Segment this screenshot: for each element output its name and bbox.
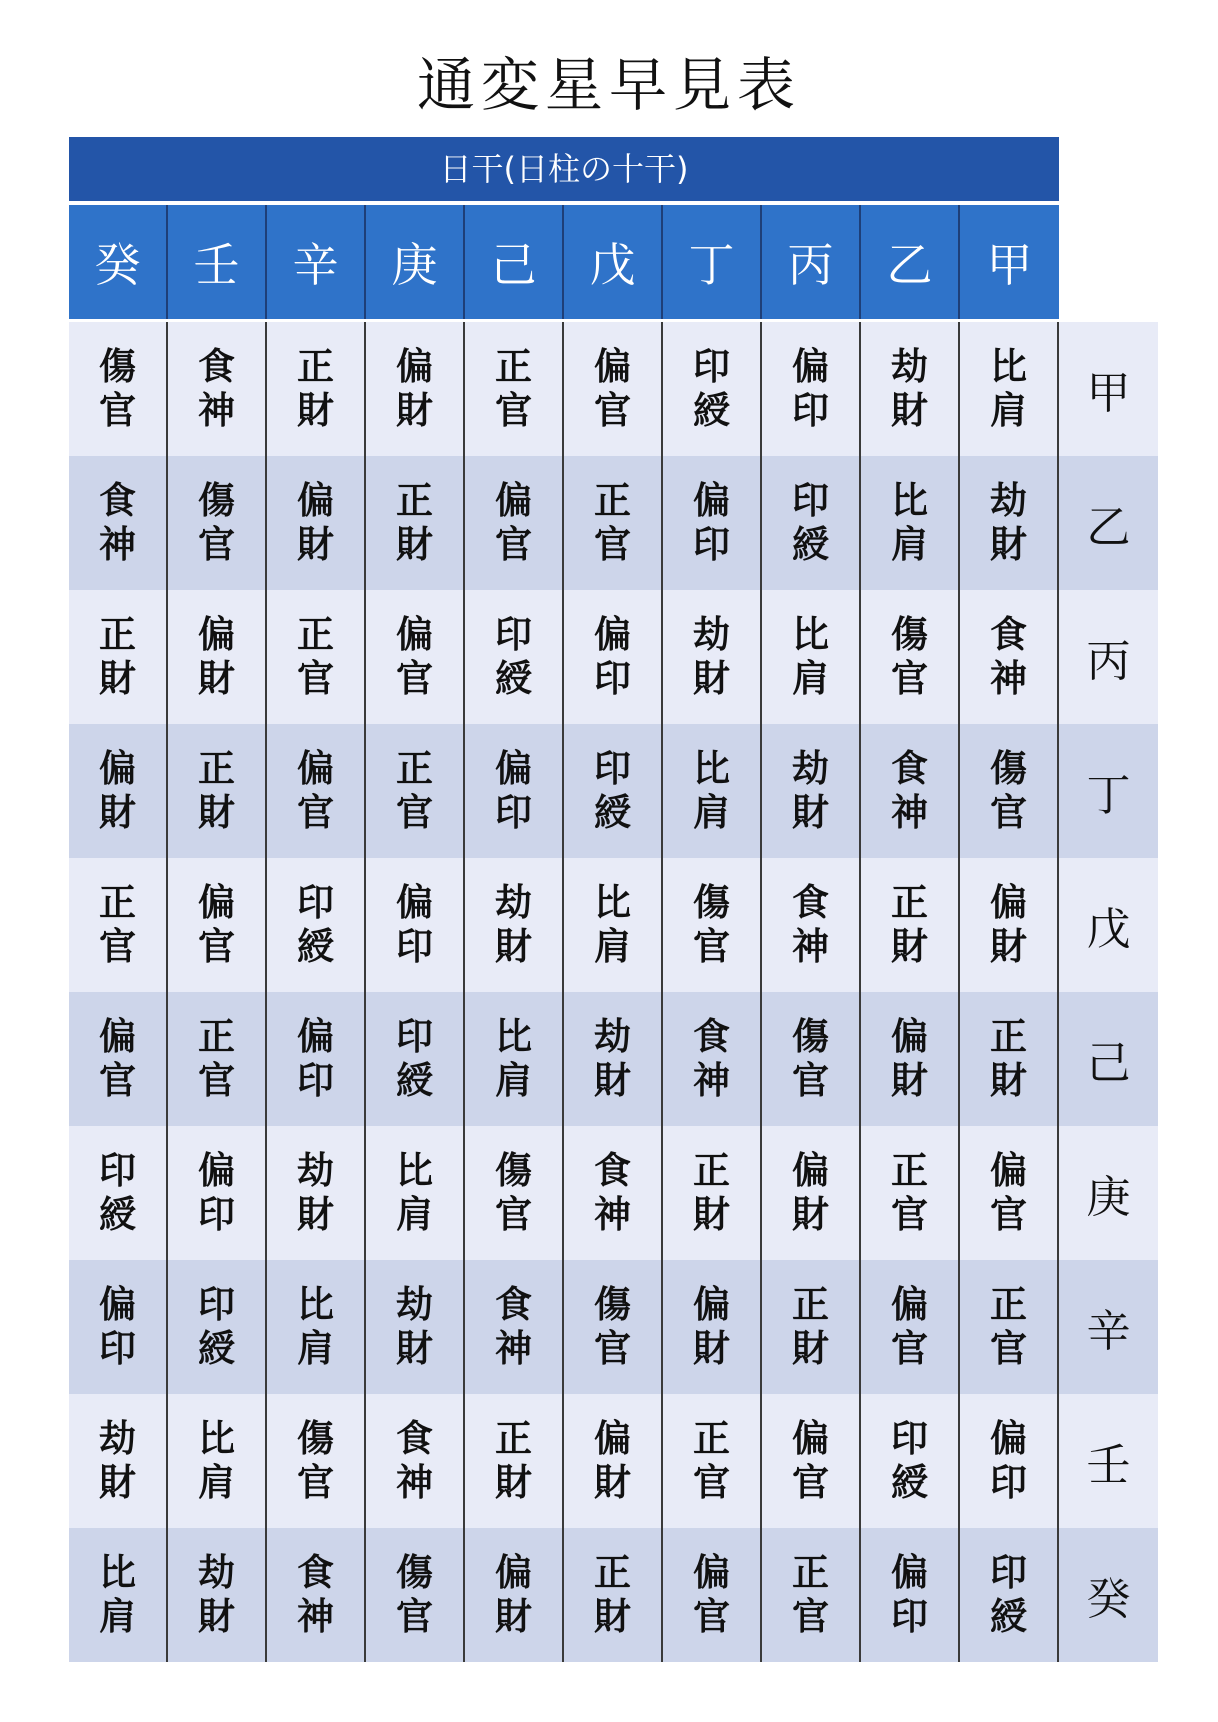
table-row <box>69 1528 1158 1662</box>
table-cell: 偏 財 <box>762 1126 861 1260</box>
table-cell: 印 綬 <box>168 1260 267 1394</box>
table-cell: 偏 官 <box>69 992 168 1126</box>
column-header: 癸 <box>69 205 168 319</box>
table-cell: 偏 印 <box>762 322 861 456</box>
table-cell: 正 官 <box>564 456 663 590</box>
table-cell: 印 綬 <box>960 1528 1059 1662</box>
table-cell: 偏 官 <box>267 724 366 858</box>
table-cell: 偏 財 <box>168 590 267 724</box>
table-cell: 食 神 <box>960 590 1059 724</box>
table-cell: 正 官 <box>762 1528 861 1662</box>
column-header: 丙 <box>762 205 861 319</box>
table-cell: 比 肩 <box>762 590 861 724</box>
table-cell: 傷 官 <box>663 858 762 992</box>
table-cell: 正 財 <box>663 1126 762 1260</box>
table-cell: 傷 官 <box>762 992 861 1126</box>
table-cell: 劫 財 <box>762 724 861 858</box>
table-cell: 傷 官 <box>168 456 267 590</box>
table-cell: 傷 官 <box>564 1260 663 1394</box>
table-cell: 偏 官 <box>861 1260 960 1394</box>
table-cell: 劫 財 <box>366 1260 465 1394</box>
day-stem-super-header: 日干(日柱の十干) <box>69 137 1059 201</box>
table-cell: 偏 印 <box>465 724 564 858</box>
row-header: 丙 <box>1059 590 1158 724</box>
table-cell: 正 財 <box>168 724 267 858</box>
column-header: 乙 <box>861 205 960 319</box>
table-cell: 劫 財 <box>564 992 663 1126</box>
table-cell: 正 財 <box>465 1394 564 1528</box>
table-cell: 比 肩 <box>960 322 1059 456</box>
table-cell: 比 肩 <box>69 1528 168 1662</box>
table-cell: 食 神 <box>861 724 960 858</box>
page-title: 通変星早見表 <box>416 51 801 119</box>
table-cell: 劫 財 <box>663 590 762 724</box>
column-header: 辛 <box>267 205 366 319</box>
table-cell: 正 官 <box>663 1394 762 1528</box>
table-cell: 食 神 <box>366 1394 465 1528</box>
row-header: 甲 <box>1059 322 1158 456</box>
table-cell: 印 綬 <box>465 590 564 724</box>
column-header: 戊 <box>564 205 663 319</box>
table-cell: 食 神 <box>465 1260 564 1394</box>
column-header: 甲 <box>960 205 1059 319</box>
table-cell: 偏 財 <box>69 724 168 858</box>
table-cell: 偏 財 <box>267 456 366 590</box>
table-cell: 正 財 <box>267 322 366 456</box>
tsuhensei-table <box>69 322 1158 1662</box>
table-cell: 偏 財 <box>465 1528 564 1662</box>
table-cell: 正 財 <box>762 1260 861 1394</box>
table-row <box>69 322 1158 456</box>
table-cell: 比 肩 <box>267 1260 366 1394</box>
table-row <box>69 456 1158 590</box>
table-cell: 印 綬 <box>267 858 366 992</box>
table-cell: 劫 財 <box>861 322 960 456</box>
table-cell: 印 綬 <box>69 1126 168 1260</box>
table-cell: 印 綬 <box>762 456 861 590</box>
table-cell: 正 財 <box>564 1528 663 1662</box>
column-header: 丁 <box>663 205 762 319</box>
table-cell: 比 肩 <box>168 1394 267 1528</box>
table-cell: 傷 官 <box>267 1394 366 1528</box>
table-cell: 正 官 <box>960 1260 1059 1394</box>
table-cell: 食 神 <box>762 858 861 992</box>
table-cell: 食 神 <box>267 1528 366 1662</box>
table-cell: 偏 印 <box>564 590 663 724</box>
table-cell: 偏 印 <box>861 1528 960 1662</box>
table-cell: 偏 財 <box>663 1260 762 1394</box>
table-cell: 偏 財 <box>960 858 1059 992</box>
table-cell: 偏 官 <box>168 858 267 992</box>
table-cell: 印 綬 <box>366 992 465 1126</box>
table-cell: 劫 財 <box>69 1394 168 1528</box>
table-cell: 正 財 <box>861 858 960 992</box>
table-cell: 正 官 <box>267 590 366 724</box>
table-cell: 傷 官 <box>861 590 960 724</box>
table-cell: 偏 官 <box>762 1394 861 1528</box>
table-cell: 印 綬 <box>663 322 762 456</box>
table-cell: 劫 財 <box>465 858 564 992</box>
table-cell: 偏 官 <box>366 590 465 724</box>
table-cell: 正 官 <box>69 858 168 992</box>
table-cell: 食 神 <box>564 1126 663 1260</box>
column-header-row <box>69 205 1059 319</box>
table-row <box>69 992 1158 1126</box>
table-cell: 劫 財 <box>960 456 1059 590</box>
table-row <box>69 1394 1158 1528</box>
table-cell: 比 肩 <box>366 1126 465 1260</box>
column-header: 壬 <box>168 205 267 319</box>
table-cell: 偏 印 <box>366 858 465 992</box>
table-cell: 偏 官 <box>663 1528 762 1662</box>
row-header: 己 <box>1059 992 1158 1126</box>
table-cell: 劫 財 <box>267 1126 366 1260</box>
row-header: 乙 <box>1059 456 1158 590</box>
table-cell: 偏 官 <box>564 322 663 456</box>
table-row <box>69 724 1158 858</box>
table-cell: 傷 官 <box>69 322 168 456</box>
table-cell: 傷 官 <box>960 724 1059 858</box>
table-row <box>69 858 1158 992</box>
table-cell: 偏 印 <box>69 1260 168 1394</box>
row-header: 庚 <box>1059 1126 1158 1260</box>
table-row <box>69 590 1158 724</box>
table-cell: 正 官 <box>366 724 465 858</box>
table-cell: 正 官 <box>861 1126 960 1260</box>
column-header: 己 <box>465 205 564 319</box>
row-header: 丁 <box>1059 724 1158 858</box>
table-cell: 印 綬 <box>564 724 663 858</box>
table-cell: 比 肩 <box>663 724 762 858</box>
table-cell: 偏 財 <box>564 1394 663 1528</box>
table-cell: 偏 財 <box>861 992 960 1126</box>
row-header: 癸 <box>1059 1528 1158 1662</box>
table-row <box>69 1260 1158 1394</box>
table-cell: 食 神 <box>663 992 762 1126</box>
table-cell: 食 神 <box>69 456 168 590</box>
table-cell: 劫 財 <box>168 1528 267 1662</box>
row-header: 壬 <box>1059 1394 1158 1528</box>
table-cell: 正 官 <box>465 322 564 456</box>
table-cell: 比 肩 <box>465 992 564 1126</box>
table-cell: 偏 印 <box>663 456 762 590</box>
table-cell: 偏 印 <box>267 992 366 1126</box>
table-cell: 偏 印 <box>960 1394 1059 1528</box>
table-cell: 正 財 <box>69 590 168 724</box>
table-cell: 比 肩 <box>564 858 663 992</box>
table-row <box>69 1126 1158 1260</box>
row-header: 戊 <box>1059 858 1158 992</box>
table-cell: 偏 官 <box>465 456 564 590</box>
table-cell: 正 官 <box>168 992 267 1126</box>
table-cell: 傷 官 <box>366 1528 465 1662</box>
table-cell: 正 財 <box>960 992 1059 1126</box>
table-cell: 偏 財 <box>366 322 465 456</box>
column-header: 庚 <box>366 205 465 319</box>
table-cell: 印 綬 <box>861 1394 960 1528</box>
table-cell: 偏 印 <box>168 1126 267 1260</box>
table-cell: 正 財 <box>366 456 465 590</box>
table-cell: 傷 官 <box>465 1126 564 1260</box>
table-cell: 比 肩 <box>861 456 960 590</box>
row-header: 辛 <box>1059 1260 1158 1394</box>
table-cell: 偏 官 <box>960 1126 1059 1260</box>
table-cell: 食 神 <box>168 322 267 456</box>
